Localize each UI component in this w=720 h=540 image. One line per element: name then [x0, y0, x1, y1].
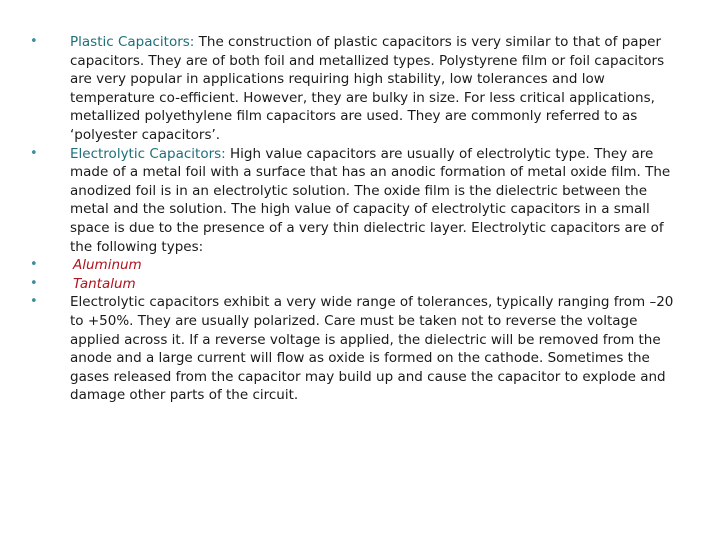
paragraph-tolerances: Electrolytic capacitors exhibit a very wide range of tolerances, typically ranging from –20 to +50%. They are usually polarized. Care must be taken not to reverse the voltage applied across it. If a reverse voltage is applied, the dielectric will be removed from the anode and a large current will flow as oxide is formed on the cathode. Sometimes the gases released from the capacitor may build up and cause the capacitor to explode and damage other parts of the circuit. [70, 294, 674, 404]
bullet-electrolytic-capacitors [30, 145, 690, 257]
term-plastic-capacitors: Plastic Capacitors: [70, 34, 195, 50]
bullet-icon: • [30, 34, 38, 49]
term-electrolytic-capacitors: Electrolytic Capacitors: [70, 145, 226, 162]
bullet-plastic-capacitors [30, 33, 690, 145]
type-aluminum: Aluminum [73, 257, 142, 274]
bullet-aluminum [30, 256, 690, 275]
bullet-tolerances [30, 293, 690, 405]
bullet-icon: • [30, 294, 38, 310]
type-tantalum: Tantalum [73, 275, 136, 292]
bullet-icon: • [30, 145, 38, 161]
bullet-list [30, 33, 690, 405]
paragraph-plastic-capacitors: The construction of plastic capacitors is very similar to that of paper capacitors. They are of both foil and metallized types. Polystyrene film or foil capacitors are very popular in applications requiring high stability, low tolerances and low temperature co-efficient. However, they are bulky in size. For less critical applications, metallized polyethylene film capacitors are used. They are commonly referred to as ‘polyester capacitors’. [70, 34, 665, 143]
bullet-tantalum [30, 275, 690, 294]
paragraph-electrolytic-capacitors: High value capacitors are usually of electrolytic type. They are made of a metal foil with a surface that has an anodic formation of metal oxide film. The anodized foil is in an electrolytic solution. The oxide film is the dielectric between the metal and the solution. The high value of capacity of electrolytic capacitors in a small space is due to the presence of a very thin dielectric layer. Electrolytic capacitors are of the following types: [70, 145, 671, 255]
bullet-icon: • [30, 275, 38, 291]
bullet-icon: • [30, 257, 38, 273]
